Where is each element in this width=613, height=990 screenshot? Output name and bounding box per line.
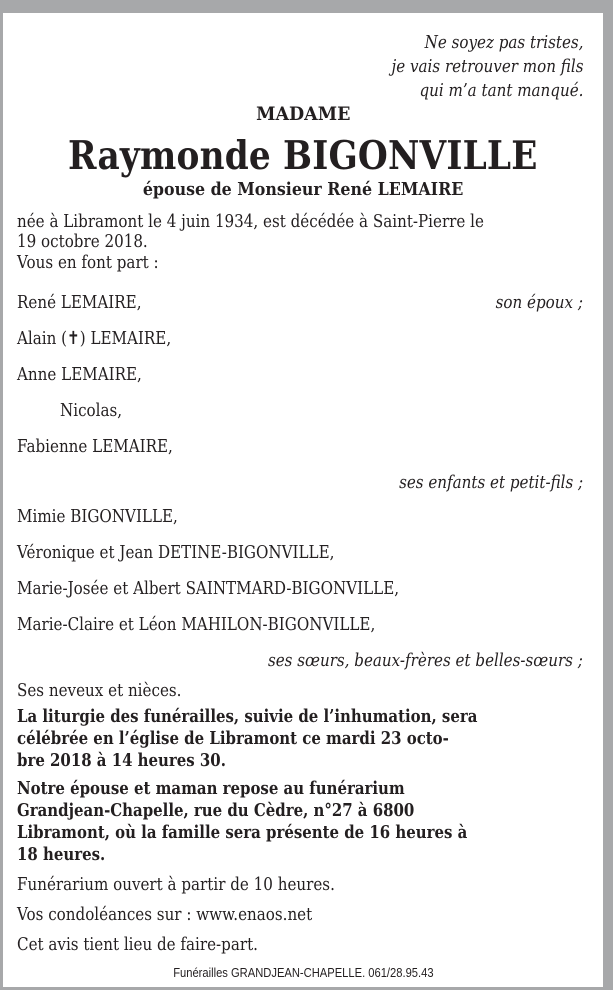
funerarium-text: Libramont, où la famille sera présente de 16 heures à <box>17 822 468 843</box>
family-member: Véronique et Jean DETINE-BIGONVILLE, <box>17 542 335 563</box>
nephews-line: Ses neveux et nièces. <box>17 680 182 701</box>
deceased-name: Raymonde BIGONVILLE <box>68 133 538 179</box>
spouse-line: épouse de Monsieur René LEMAIRE <box>142 179 464 200</box>
birth-death-line: née à Libramont le 4 juin 1934, est décédée à Saint-Pierre le <box>17 211 484 232</box>
funerarium-text: 18 heures. <box>17 844 106 865</box>
notice-line: Cet avis tient lieu de faire-part. <box>17 934 258 955</box>
birth-death-line-2: 19 octobre 2018. <box>17 231 148 252</box>
family-member: Mimie BIGONVILLE, <box>17 506 178 527</box>
relation-label: ses enfants et petit-fils ; <box>398 472 583 493</box>
obituary-notice <box>3 13 603 987</box>
relation-label: ses sœurs, beaux-frères et belles-sœurs ; <box>268 650 583 671</box>
opening-hours: Funérarium ouvert à partir de 10 heures. <box>17 874 335 895</box>
epitaph-line: Ne soyez pas tristes, <box>424 32 583 53</box>
family-member: Nicolas, <box>60 400 123 421</box>
family-member: Fabienne LEMAIRE, <box>17 436 173 457</box>
epitaph-quote <box>355 31 583 103</box>
epitaph-line: je vais retrouver mon fils <box>391 56 583 77</box>
announcement-intro: Vous en font part : <box>17 252 159 273</box>
condolences-link[interactable]: Vos condoléances sur : www.enaos.net <box>17 904 313 925</box>
epitaph-line: qui m’a tant manqué. <box>419 80 583 101</box>
funerarium-text: Notre épouse et maman repose au funérarium <box>17 778 405 799</box>
liturgy-text: La liturgie des funérailles, suivie de l’inhumation, sera <box>17 706 478 727</box>
funerarium-text: Grandjean-Chapelle, rue du Cèdre, n°27 à 6800 <box>17 800 415 821</box>
title-prefix: MADAME <box>255 103 351 125</box>
relation-label: son époux ; <box>495 292 583 313</box>
family-member: René LEMAIRE, <box>17 292 142 313</box>
liturgy-text: célébrée en l’église de Libramont ce mardi 23 octo- <box>17 728 449 749</box>
family-member: Alain (✝) LEMAIRE, <box>17 328 172 349</box>
family-member: Marie-Josée et Albert SAINTMARD-BIGONVILLE, <box>17 578 400 599</box>
funeral-home-credit: Funérailles GRANDJEAN-CHAPELLE. 061/28.95.43 <box>172 965 434 980</box>
cross-icon: ✝ <box>67 328 80 349</box>
liturgy-text: bre 2018 à 14 heures 30. <box>17 750 226 771</box>
family-member: Marie-Claire et Léon MAHILON-BIGONVILLE, <box>17 614 376 635</box>
family-member: Anne LEMAIRE, <box>17 364 142 385</box>
